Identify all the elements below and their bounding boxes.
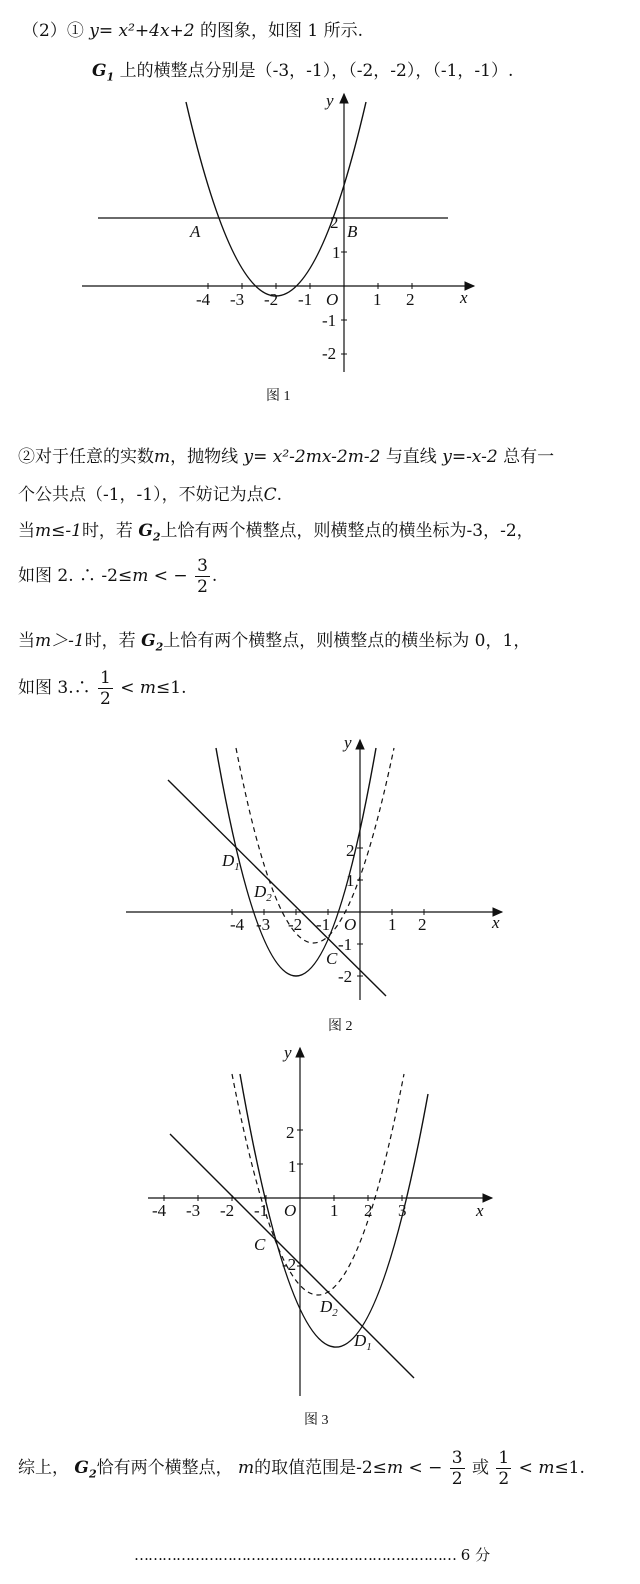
figure-2 xyxy=(0,730,640,1040)
fig3-tick-x-3: 3 xyxy=(398,1201,407,1220)
part1-prefix: （2）① xyxy=(22,21,84,41)
fig1-tick-x-neg3: -3 xyxy=(230,290,245,309)
fig3-tick-x-neg2: -2 xyxy=(220,1201,235,1220)
fig1-caption: 图 1 xyxy=(266,389,291,404)
fig2-tick-y-2: 2 xyxy=(346,841,355,860)
fig1-tick-y-neg2: -2 xyxy=(322,344,337,363)
fig3-origin: O xyxy=(284,1201,297,1220)
g1-points-text: 上的横整点分别是（-3，-1），（-2，-2），（-1，-1）. xyxy=(119,61,514,81)
fig1-tick-y-neg1: -1 xyxy=(322,311,337,330)
fig1-tick-x-neg4: -4 xyxy=(196,290,211,309)
fig3-tick-x-neg3: -3 xyxy=(186,1201,201,1220)
part1-function: y= x²+4x+2 xyxy=(89,21,195,41)
case1-result: 如图 2. ∴ -2≤m < − $\frac{3}{2}$ . xyxy=(18,556,218,597)
fig2-origin: O xyxy=(344,915,357,934)
score-dots: …………………………………………………………… xyxy=(134,1546,456,1564)
fig1-x-label: x xyxy=(460,288,468,307)
case2-result: 如图 3.∴ $\frac{1}{2}$ < m≤1. xyxy=(18,668,187,709)
fig3-tick-x-neg4: -4 xyxy=(152,1201,167,1220)
fig2-point-d2: $D_2$ xyxy=(254,882,272,904)
fig1-tick-y-2: 2 xyxy=(330,213,339,232)
fig2-tick-y-neg1: -1 xyxy=(338,935,353,954)
part2-line1: ②对于任意的实数m，抛物线 y= x²-2mx-2m-2 与直线 y=-x-2 总有一 xyxy=(18,447,555,467)
case2-line: 当m＞-1时，若 $G_2$上恰有两个横整点，则横整点的横坐标为 0，1， xyxy=(18,631,531,654)
fig2-tick-x-2: 2 xyxy=(418,915,427,934)
fig1-origin: O xyxy=(326,290,339,309)
fig2-x-label: x xyxy=(492,913,500,932)
fraction-3-2: $\frac{3}{2}$ xyxy=(197,556,208,597)
fig1-tick-x-2: 2 xyxy=(406,290,415,309)
score-text: 6 分 xyxy=(460,1546,491,1564)
fig3-tick-x-neg1: -1 xyxy=(254,1201,269,1220)
figure-3 xyxy=(0,1040,640,1430)
fig2-tick-y-neg2: -2 xyxy=(338,967,353,986)
fig3-tick-y-1: 1 xyxy=(288,1157,297,1176)
g1-label: $G_1$ xyxy=(92,61,115,84)
fig3-point-d2: $D_2$ xyxy=(320,1297,338,1319)
score-line xyxy=(134,1544,490,1565)
fig3-y-label: y xyxy=(284,1043,292,1062)
fig3-tick-x-1: 1 xyxy=(330,1201,339,1220)
summary-line: 综上， $G_2$恰有两个横整点， m的取值范围是-2≤m < − $\frac{3}{2}$ 或 $\frac{1}{2}$ < m≤1. xyxy=(18,1448,585,1489)
fig3-point-d1: $D_1$ xyxy=(354,1331,372,1353)
fig2-tick-x-1: 1 xyxy=(388,915,397,934)
part1-line1 xyxy=(22,16,363,41)
fig2-tick-x-neg4: -4 xyxy=(230,915,245,934)
summary-fraction-3-2: $\frac{3}{2}$ xyxy=(451,1448,463,1489)
fig1-tick-x-neg2: -2 xyxy=(264,290,279,309)
fig3-point-c: C xyxy=(254,1235,266,1254)
fig3-tick-y-2: 2 xyxy=(286,1123,295,1142)
fig1-y-label: y xyxy=(326,91,334,110)
fig2-y-label: y xyxy=(344,733,352,752)
fig2-tick-x-neg2: -2 xyxy=(288,915,303,934)
fig3-x-label: x xyxy=(476,1201,484,1220)
fig2-point-c: C xyxy=(326,949,338,968)
fraction-1-2: $\frac{1}{2}$ xyxy=(100,668,111,709)
fig3-tick-x-2: 2 xyxy=(364,1201,373,1220)
fig1-parabola xyxy=(186,102,366,296)
fig2-point-d1: $D_1$ xyxy=(222,851,240,873)
fig1-point-a: A xyxy=(190,222,201,241)
fig3-parabola-dashed xyxy=(232,1074,404,1295)
fig1-point-b: B xyxy=(347,222,358,241)
summary-fraction-1-2: $\frac{1}{2}$ xyxy=(498,1448,510,1489)
fig2-tick-y-1: 1 xyxy=(346,871,355,890)
case1-line: 当m≤-1时，若 $G_2$上恰有两个横整点，则横整点的横坐标为-3，-2， xyxy=(18,521,534,544)
fig1-tick-x-1: 1 xyxy=(373,290,382,309)
fig3-caption: 图 3 xyxy=(304,1413,329,1428)
part2-line2: 个公共点（-1，-1），不妨记为点C. xyxy=(18,485,283,505)
fig2-caption: 图 2 xyxy=(328,1019,353,1034)
fig2-tick-x-neg3: -3 xyxy=(256,915,271,934)
figure-1 xyxy=(0,80,640,410)
part1-suffix: 的图象，如图 1 所示. xyxy=(200,21,364,41)
fig2-tick-x-neg1: -1 xyxy=(316,915,331,934)
fig1-tick-x-neg1: -1 xyxy=(298,290,313,309)
fig1-tick-y-1: 1 xyxy=(332,243,341,262)
fig3-tick-y-neg2: -2 xyxy=(282,1255,297,1274)
